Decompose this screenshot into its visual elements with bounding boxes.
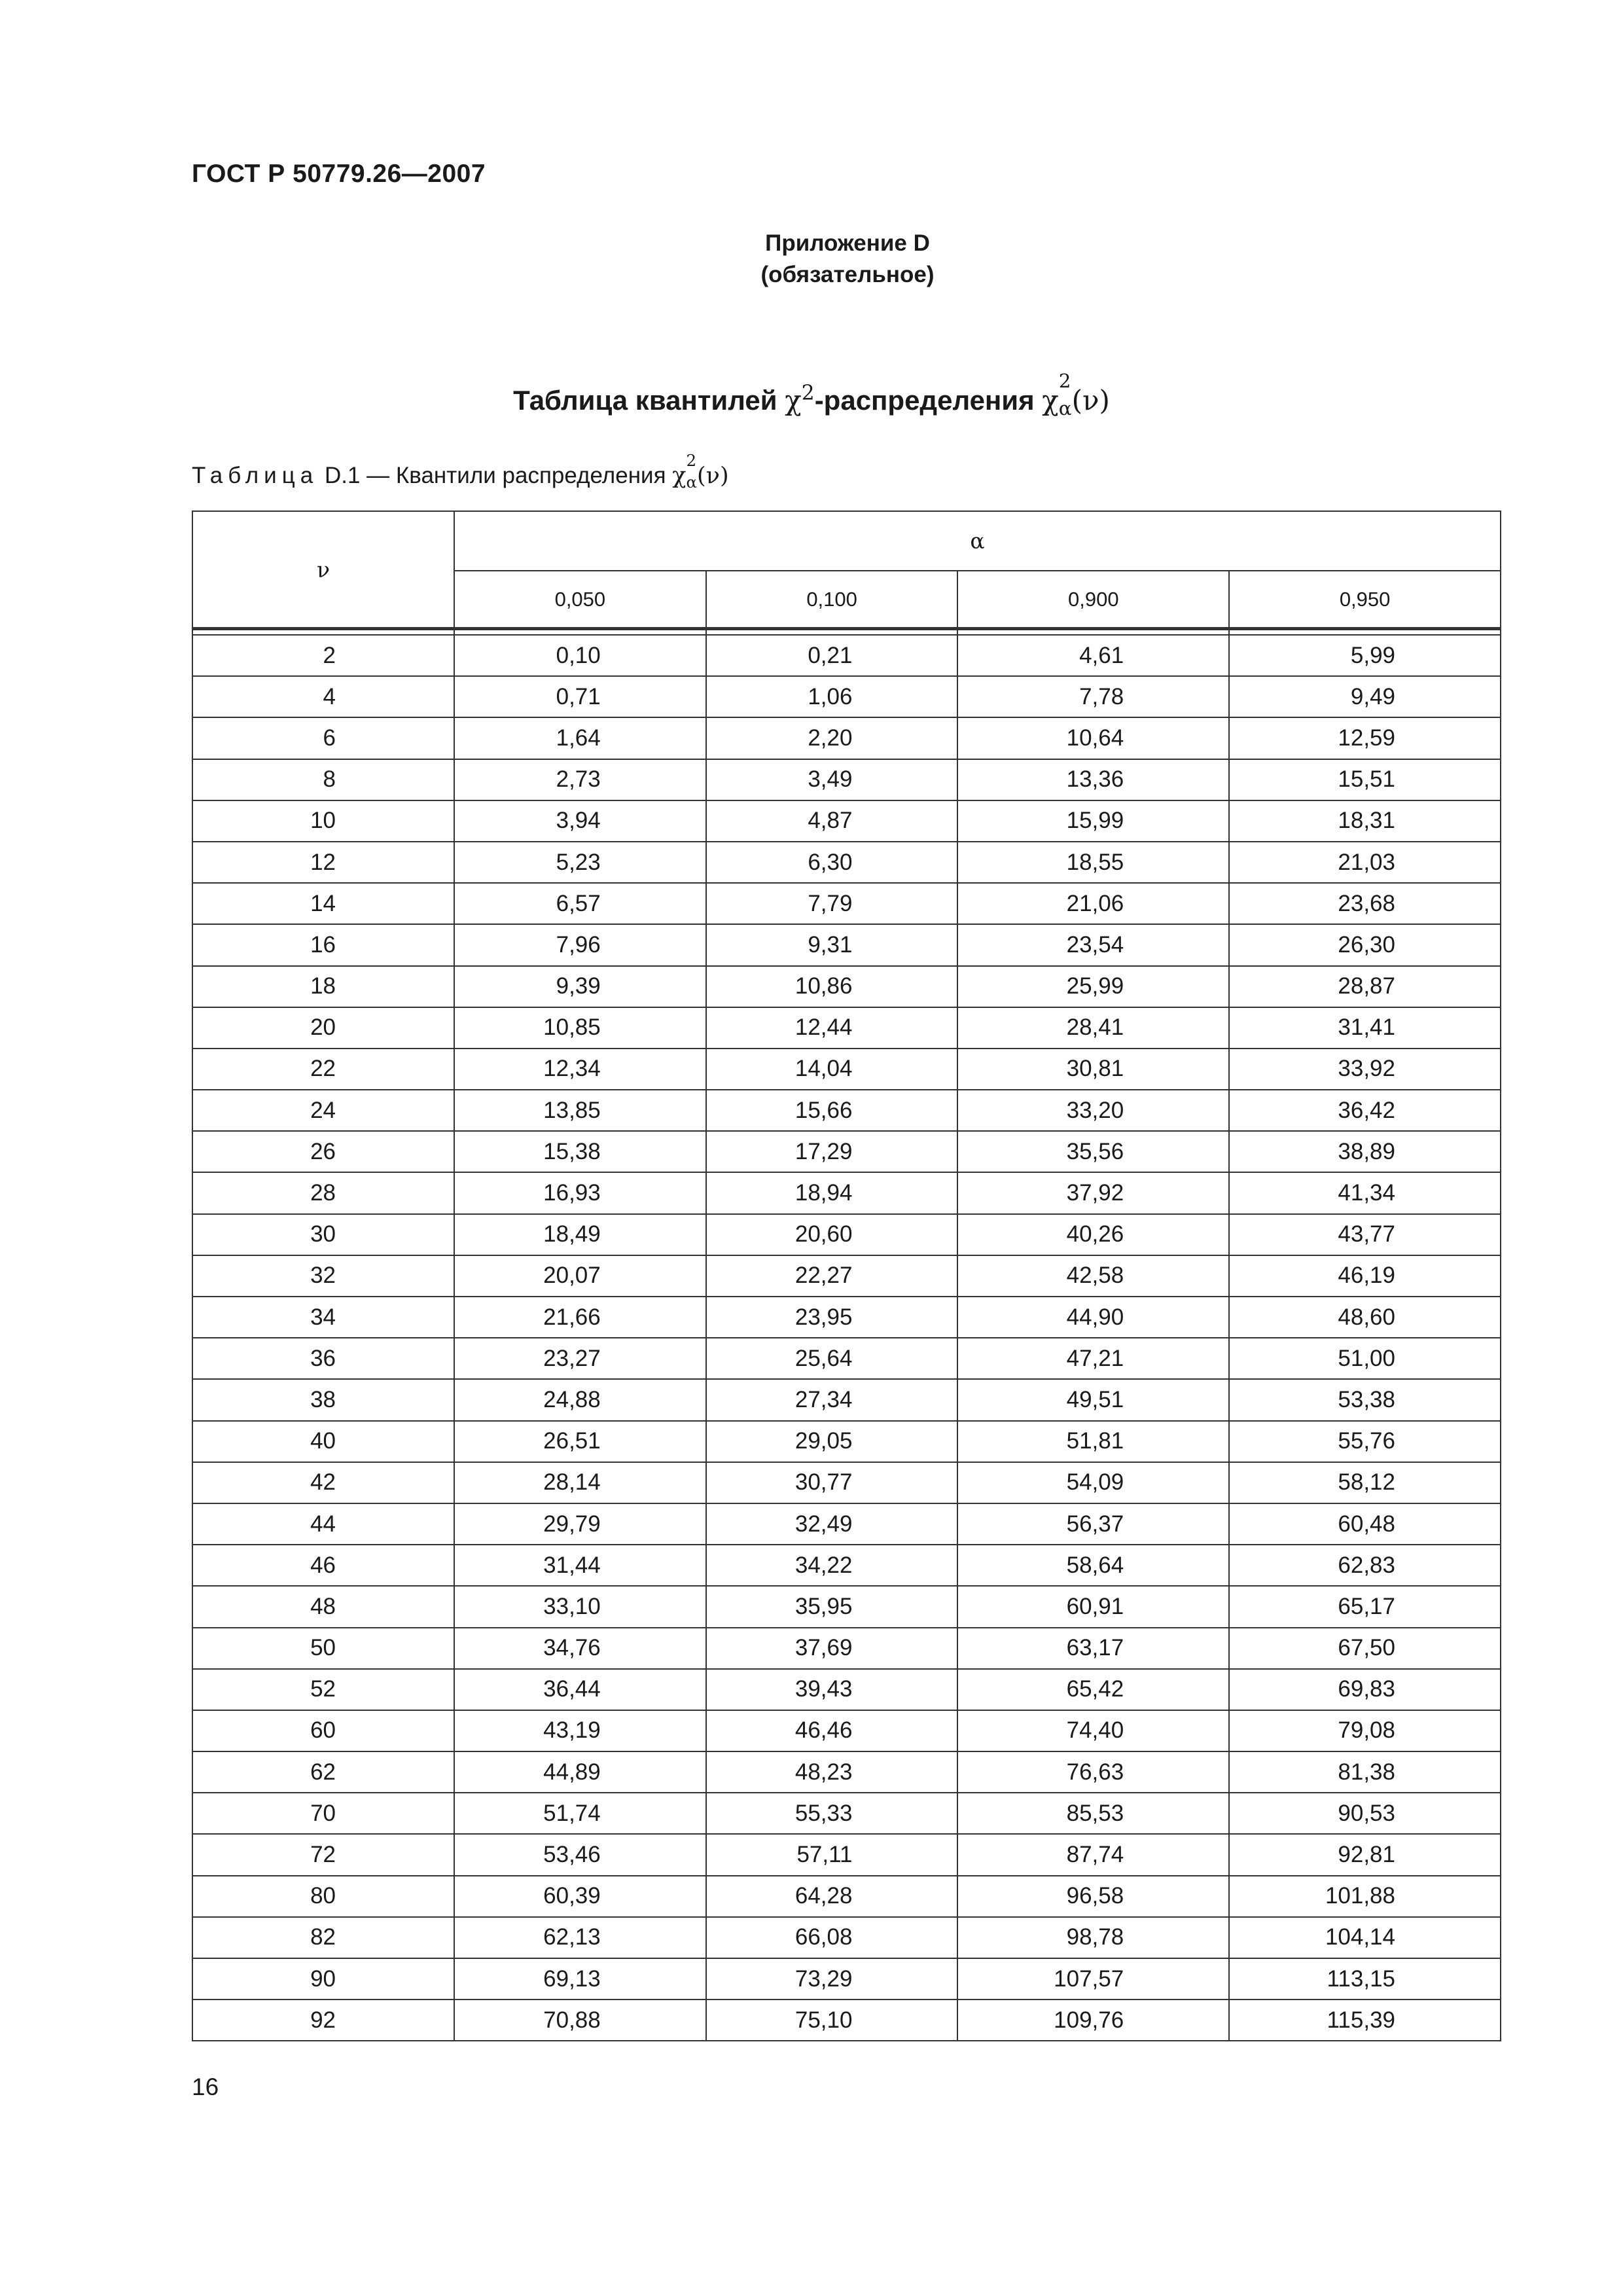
quantile-cell: 101,88 [1229, 1876, 1501, 1917]
title-chi-superscript: 2 [801, 382, 815, 405]
quantile-cell: 49,51 [957, 1379, 1229, 1420]
dof-cell: 22 [192, 1049, 454, 1090]
caption-text: D.1 — Квантили распределения [318, 463, 673, 488]
quantile-cell: 27,34 [706, 1379, 958, 1420]
annex-status: (обязательное) [760, 262, 935, 287]
quantile-cell: 64,28 [706, 1876, 958, 1917]
quantile-cell: 109,76 [957, 2000, 1229, 2041]
quantile-cell: 56,37 [957, 1503, 1229, 1545]
quantile-cell: 51,00 [1229, 1338, 1501, 1379]
dof-cell: 20 [192, 1007, 454, 1049]
table-row [192, 1545, 1501, 1586]
quantile-cell: 58,64 [957, 1545, 1229, 1586]
title-quantile-superscript: 2 [1058, 369, 1071, 392]
column-header: 0,050 [454, 571, 706, 629]
quantile-cell: 39,43 [706, 1669, 958, 1710]
caption-chi: χ [672, 463, 687, 489]
quantile-cell: 0,71 [454, 676, 706, 717]
quantile-cell: 0,21 [706, 635, 958, 676]
dof-cell: 48 [192, 1586, 454, 1627]
dof-cell: 42 [192, 1462, 454, 1503]
quantile-cell: 38,89 [1229, 1131, 1501, 1172]
quantile-cell: 1,06 [706, 676, 958, 717]
page-number: 16 [192, 2073, 219, 2100]
quantile-cell: 35,95 [706, 1586, 958, 1627]
quantile-cell: 21,06 [957, 883, 1229, 924]
table-row [192, 1462, 1501, 1503]
caption-chi-superscript: 2 [686, 450, 697, 470]
dof-cell: 34 [192, 1297, 454, 1338]
table-body [192, 635, 1501, 2041]
quantile-cell: 9,39 [454, 966, 706, 1007]
table-row [192, 1710, 1501, 1751]
quantile-cell: 53,38 [1229, 1379, 1501, 1420]
quantile-cell: 2,73 [454, 759, 706, 800]
quantile-cell: 62,83 [1229, 1545, 1501, 1586]
dof-cell: 72 [192, 1834, 454, 1875]
quantile-cell: 36,42 [1229, 1090, 1501, 1131]
dof-cell: 8 [192, 759, 454, 800]
quantile-cell: 18,49 [454, 1214, 706, 1255]
quantile-cell: 43,77 [1229, 1214, 1501, 1255]
header-separator [192, 629, 1501, 636]
dof-cell: 80 [192, 1876, 454, 1917]
quantile-cell: 9,49 [1229, 676, 1501, 717]
quantile-cell: 113,15 [1229, 1958, 1501, 2000]
quantile-cell: 81,38 [1229, 1751, 1501, 1793]
quantile-cell: 65,17 [1229, 1586, 1501, 1627]
table-row [192, 1958, 1501, 2000]
table-caption [192, 450, 729, 492]
quantile-cell: 31,44 [454, 1545, 706, 1586]
title-quantile-chi: χ [1042, 384, 1059, 416]
dof-cell: 62 [192, 1751, 454, 1793]
title-argument: (ν) [1071, 384, 1110, 416]
table-row [192, 1131, 1501, 1172]
quantile-cell: 4,61 [957, 635, 1229, 676]
table-row [192, 1751, 1501, 1793]
dof-cell: 50 [192, 1628, 454, 1669]
quantile-cell: 63,17 [957, 1628, 1229, 1669]
quantile-cell: 65,42 [957, 1669, 1229, 1710]
degrees-of-freedom-header: ν [192, 511, 454, 629]
dof-cell: 70 [192, 1793, 454, 1834]
table-row [192, 2000, 1501, 2041]
quantile-cell: 25,64 [706, 1338, 958, 1379]
quantile-cell: 23,68 [1229, 883, 1501, 924]
table-row [192, 1379, 1501, 1420]
annex-heading [0, 228, 1623, 291]
quantile-cell: 58,12 [1229, 1462, 1501, 1503]
quantile-cell: 13,36 [957, 759, 1229, 800]
table-row [192, 1503, 1501, 1545]
quantile-cell: 6,30 [706, 842, 958, 883]
quantile-cell: 41,34 [1229, 1172, 1501, 1213]
quantile-cell: 66,08 [706, 1917, 958, 1958]
quantile-cell: 44,89 [454, 1751, 706, 1793]
title-quantile-symbol [1042, 369, 1072, 420]
quantile-cell: 26,30 [1229, 924, 1501, 965]
dof-cell: 52 [192, 1669, 454, 1710]
quantile-cell: 115,39 [1229, 2000, 1501, 2041]
quantile-cell: 79,08 [1229, 1710, 1501, 1751]
title-prefix: Таблица квантилей [513, 385, 785, 416]
quantile-cell: 17,29 [706, 1131, 958, 1172]
quantile-cell: 60,48 [1229, 1503, 1501, 1545]
quantile-cell: 48,23 [706, 1751, 958, 1793]
table-row [192, 759, 1501, 800]
dof-cell: 46 [192, 1545, 454, 1586]
dof-cell: 92 [192, 2000, 454, 2041]
dof-cell: 32 [192, 1255, 454, 1297]
quantile-cell: 54,09 [957, 1462, 1229, 1503]
title-middle: -распределения [814, 385, 1043, 416]
dof-cell: 16 [192, 924, 454, 965]
quantile-cell: 25,99 [957, 966, 1229, 1007]
title-quantile-scripts [1058, 369, 1072, 420]
quantile-cell: 4,87 [706, 800, 958, 842]
table-row [192, 1586, 1501, 1627]
quantile-cell: 62,13 [454, 1917, 706, 1958]
table-row [192, 1669, 1501, 1710]
quantile-cell: 43,19 [454, 1710, 706, 1751]
quantile-cell: 10,85 [454, 1007, 706, 1049]
quantile-cell: 98,78 [957, 1917, 1229, 1958]
dof-cell: 26 [192, 1131, 454, 1172]
quantile-cell: 35,56 [957, 1131, 1229, 1172]
quantile-cell: 7,78 [957, 676, 1229, 717]
quantile-cell: 44,90 [957, 1297, 1229, 1338]
dof-cell: 12 [192, 842, 454, 883]
quantile-cell: 104,14 [1229, 1917, 1501, 1958]
document-id: ГОСТ Р 50779.26—2007 [192, 160, 486, 188]
quantile-cell: 37,69 [706, 1628, 958, 1669]
quantile-cell: 40,26 [957, 1214, 1229, 1255]
quantile-cell: 85,53 [957, 1793, 1229, 1834]
quantile-cell: 12,59 [1229, 717, 1501, 759]
quantile-cell: 69,83 [1229, 1669, 1501, 1710]
table-row [192, 924, 1501, 965]
quantile-cell: 33,20 [957, 1090, 1229, 1131]
quantile-cell: 69,13 [454, 1958, 706, 2000]
table-row [192, 1793, 1501, 1834]
quantile-cell: 12,44 [706, 1007, 958, 1049]
quantile-cell: 2,20 [706, 717, 958, 759]
quantile-cell: 9,31 [706, 924, 958, 965]
quantile-cell: 70,88 [454, 2000, 706, 2041]
quantile-cell: 20,07 [454, 1255, 706, 1297]
table-header [192, 511, 1501, 629]
quantile-table [192, 511, 1501, 2041]
dof-cell: 90 [192, 1958, 454, 2000]
quantile-cell: 7,79 [706, 883, 958, 924]
dof-cell: 10 [192, 800, 454, 842]
table-row [192, 1834, 1501, 1875]
dof-cell: 60 [192, 1710, 454, 1751]
quantile-cell: 15,66 [706, 1090, 958, 1131]
quantile-cell: 21,03 [1229, 842, 1501, 883]
table-row [192, 1421, 1501, 1462]
quantile-cell: 18,55 [957, 842, 1229, 883]
quantile-cell: 16,93 [454, 1172, 706, 1213]
quantile-cell: 60,91 [957, 1586, 1229, 1627]
quantile-cell: 26,51 [454, 1421, 706, 1462]
column-header: 0,900 [957, 571, 1229, 629]
table-row [192, 883, 1501, 924]
quantile-cell: 33,10 [454, 1586, 706, 1627]
quantile-cell: 34,76 [454, 1628, 706, 1669]
dof-cell: 44 [192, 1503, 454, 1545]
quantile-cell: 33,92 [1229, 1049, 1501, 1090]
title-chi-symbol: χ [785, 384, 802, 416]
dof-cell: 38 [192, 1379, 454, 1420]
quantile-cell: 96,58 [957, 1876, 1229, 1917]
quantile-cell: 21,66 [454, 1297, 706, 1338]
quantile-cell: 46,46 [706, 1710, 958, 1751]
quantile-cell: 18,31 [1229, 800, 1501, 842]
quantile-cell: 23,27 [454, 1338, 706, 1379]
quantile-cell: 107,57 [957, 1958, 1229, 2000]
column-header: 0,950 [1229, 571, 1501, 629]
table-row [192, 1049, 1501, 1090]
quantile-cell: 23,95 [706, 1297, 958, 1338]
quantile-cell: 42,58 [957, 1255, 1229, 1297]
dof-cell: 4 [192, 676, 454, 717]
quantile-cell: 18,94 [706, 1172, 958, 1213]
quantile-cell: 12,34 [454, 1049, 706, 1090]
quantile-cell: 30,77 [706, 1462, 958, 1503]
quantile-cell: 1,64 [454, 717, 706, 759]
quantile-cell: 75,10 [706, 2000, 958, 2041]
page-title [0, 369, 1623, 420]
quantile-cell: 24,88 [454, 1379, 706, 1420]
quantile-cell: 3,94 [454, 800, 706, 842]
quantile-cell: 51,74 [454, 1793, 706, 1834]
quantile-cell: 87,74 [957, 1834, 1229, 1875]
dof-cell: 2 [192, 635, 454, 676]
caption-scripts [686, 450, 698, 492]
title-quantile-subscript: α [1058, 397, 1072, 420]
quantile-cell: 13,85 [454, 1090, 706, 1131]
quantile-cell: 14,04 [706, 1049, 958, 1090]
quantile-cell: 37,92 [957, 1172, 1229, 1213]
dof-cell: 6 [192, 717, 454, 759]
table-row [192, 1628, 1501, 1669]
quantile-cell: 53,46 [454, 1834, 706, 1875]
quantile-cell: 29,05 [706, 1421, 958, 1462]
quantile-cell: 10,64 [957, 717, 1229, 759]
alpha-group-header: α [454, 511, 1501, 571]
quantile-cell: 6,57 [454, 883, 706, 924]
dof-cell: 30 [192, 1214, 454, 1255]
table-row [192, 966, 1501, 1007]
annex-title: Приложение D [765, 230, 930, 256]
quantile-cell: 55,76 [1229, 1421, 1501, 1462]
table-row [192, 717, 1501, 759]
quantile-cell: 74,40 [957, 1710, 1229, 1751]
quantile-cell: 22,27 [706, 1255, 958, 1297]
caption-label: Таблица [192, 463, 319, 488]
table-row [192, 635, 1501, 676]
quantile-cell: 76,63 [957, 1751, 1229, 1793]
quantile-cell: 7,96 [454, 924, 706, 965]
quantile-cell: 67,50 [1229, 1628, 1501, 1669]
table-row [192, 1297, 1501, 1338]
quantile-cell: 47,21 [957, 1338, 1229, 1379]
dof-cell: 82 [192, 1917, 454, 1958]
quantile-cell: 31,41 [1229, 1007, 1501, 1049]
table-row [192, 1214, 1501, 1255]
quantile-cell: 32,49 [706, 1503, 958, 1545]
quantile-cell: 15,38 [454, 1131, 706, 1172]
quantile-cell: 46,19 [1229, 1255, 1501, 1297]
table-row [192, 676, 1501, 717]
quantile-cell: 90,53 [1229, 1793, 1501, 1834]
table-row [192, 1007, 1501, 1049]
quantile-cell: 23,54 [957, 924, 1229, 965]
quantile-cell: 48,60 [1229, 1297, 1501, 1338]
dof-cell: 36 [192, 1338, 454, 1379]
table-row [192, 842, 1501, 883]
table-row [192, 1172, 1501, 1213]
dof-cell: 24 [192, 1090, 454, 1131]
quantile-cell: 15,51 [1229, 759, 1501, 800]
quantile-cell: 28,41 [957, 1007, 1229, 1049]
table-row [192, 1090, 1501, 1131]
quantile-cell: 28,87 [1229, 966, 1501, 1007]
table-row [192, 1917, 1501, 1958]
quantile-cell: 55,33 [706, 1793, 958, 1834]
caption-alpha-subscript: α [686, 472, 698, 492]
dof-cell: 18 [192, 966, 454, 1007]
quantile-cell: 15,99 [957, 800, 1229, 842]
quantile-cell: 10,86 [706, 966, 958, 1007]
dof-cell: 40 [192, 1421, 454, 1462]
quantile-cell: 28,14 [454, 1462, 706, 1503]
table-row [192, 1255, 1501, 1297]
column-header: 0,100 [706, 571, 958, 629]
quantile-cell: 29,79 [454, 1503, 706, 1545]
caption-quantile-symbol [672, 450, 698, 492]
quantile-cell: 36,44 [454, 1669, 706, 1710]
table-row [192, 1338, 1501, 1379]
table-row [192, 1876, 1501, 1917]
quantile-cell: 0,10 [454, 635, 706, 676]
quantile-cell: 5,23 [454, 842, 706, 883]
caption-argument: (ν) [697, 463, 729, 489]
quantile-cell: 30,81 [957, 1049, 1229, 1090]
quantile-cell: 60,39 [454, 1876, 706, 1917]
quantile-cell: 20,60 [706, 1214, 958, 1255]
dof-cell: 14 [192, 883, 454, 924]
quantile-cell: 5,99 [1229, 635, 1501, 676]
quantile-cell: 34,22 [706, 1545, 958, 1586]
quantile-cell: 73,29 [706, 1958, 958, 2000]
quantile-cell: 3,49 [706, 759, 958, 800]
table-row [192, 800, 1501, 842]
quantile-cell: 51,81 [957, 1421, 1229, 1462]
dof-cell: 28 [192, 1172, 454, 1213]
quantile-cell: 92,81 [1229, 1834, 1501, 1875]
quantile-cell: 57,11 [706, 1834, 958, 1875]
